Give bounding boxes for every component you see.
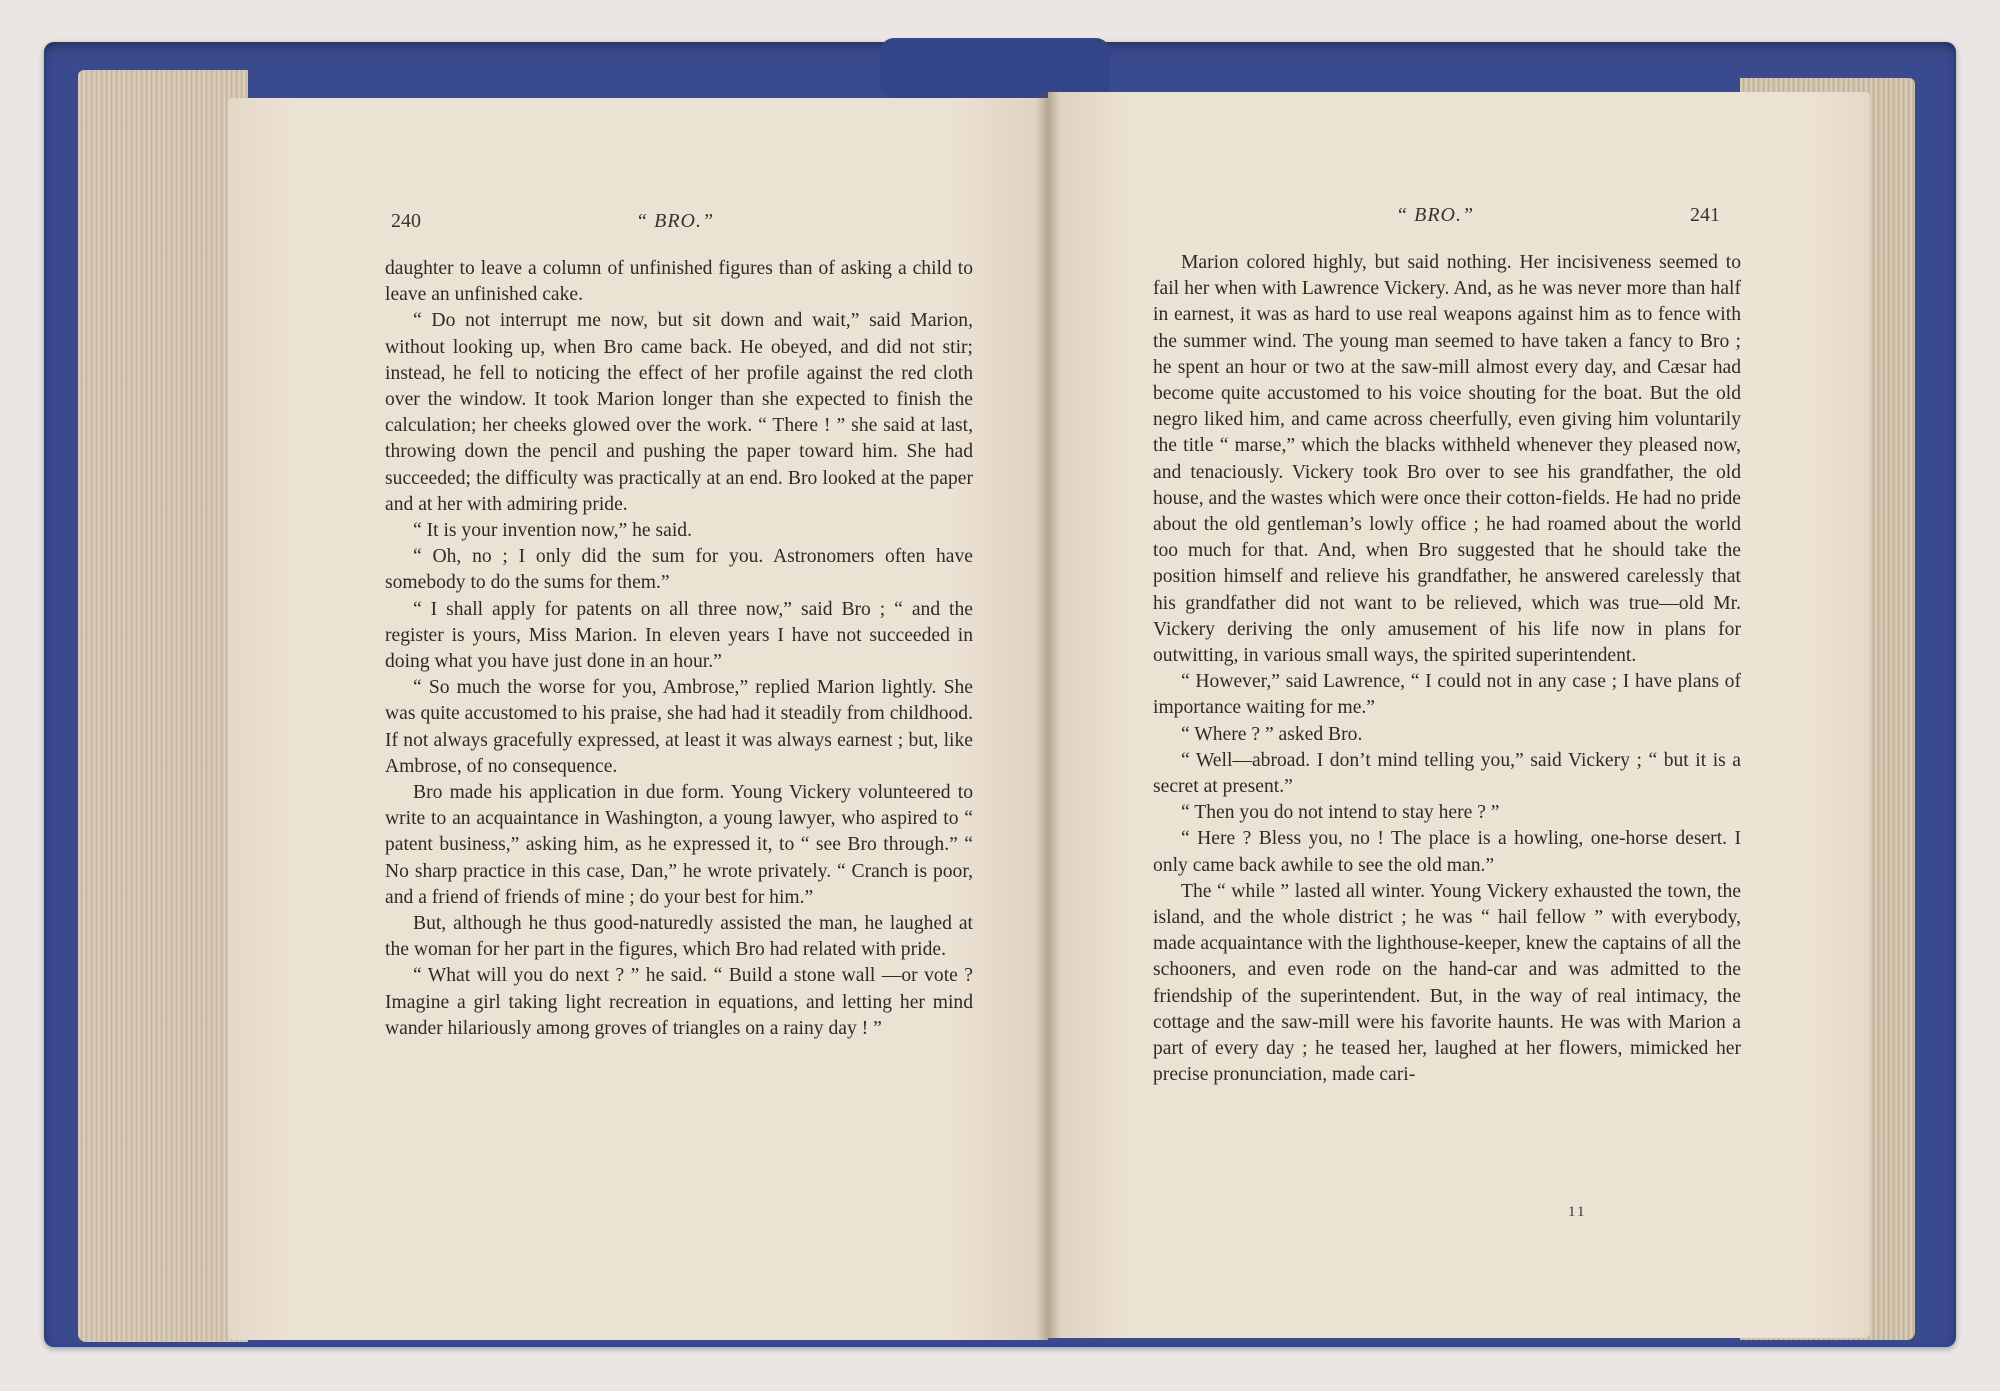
paragraph: “ Then you do not intend to stay here ? ” [1181, 802, 1500, 824]
paragraph: But, although he thus good-naturedly assisted the man, he laughed at the woman for her part in the figures, which Bro had related with pride. [385, 913, 973, 961]
paragraph: daughter to leave a column of unfinished figures than of asking a child to leave an unfinished cake. [385, 258, 973, 306]
paragraph: “ Do not interrupt me now, but sit down and wait,” said Marion, without looking up, when Bro came back. He obeyed, and did not stir; instead, he fell to noticing the effect of her profile against the red cloth over the window. It took Marion longer than she expected to finish the calculation; her cheeks glowed over the work. “ There ! ” she said at last, throwing down the pencil and pushing the paper toward him. She had succeeded; the difficulty was practically at an end. Bro looked at the paper and at her with admiring pride. [385, 310, 973, 515]
paragraph: “ So much the worse for you, Ambrose,” replied Marion lightly. She was quite accustomed to his praise, she had had it steadily from childhood. If not always gracefully expressed, at least it was always earnest ; but, like Ambrose, of no consequence. [385, 677, 973, 777]
paragraph: “ Oh, no ; I only did the sum for you. Astronomers often have somebody to do the sums for them.” [385, 546, 973, 594]
book-gutter [1036, 92, 1060, 1340]
paragraph: “ Where ? ” asked Bro. [1181, 723, 1363, 745]
left-page-text [385, 256, 973, 1042]
paragraph: Bro made his application in due form. Young Vickery volunteered to write to an acquaintance in Washington, a young lawyer, who aspired to “ patent business,” asking him, as he expressed it, to “ see Bro through.” “ No sharp practice in this case, Dan,” he wrote privately. “ Cranch is poor, and a friend of friends of mine ; do your best for him.” [385, 782, 973, 908]
page-edges-left [78, 70, 248, 1342]
paragraph: “ Well—abroad. I don’t mind telling you,” said Vickery ; “ but it is a secret at present.” [1153, 749, 1741, 798]
left-running-head: “ BRO.” [636, 210, 715, 232]
left-page-header [228, 210, 1048, 240]
paragraph: “ However,” said Lawrence, “ I could not in any case ; I have plans of importance waiting for me.” [1153, 671, 1741, 719]
right-page [1048, 92, 1870, 1338]
paragraph: The “ while ” lasted all winter. Young Vickery exhausted the town, the island, and the whole district ; he was “ hail fellow ” with everybody, made acquaintance with the lighthouse-keeper, knew the captains of all the schooners, and even rode on the hand-car and was admitted to the friendship of the superintendent. But, in the way of real intimacy, the cottage and the saw-mill were his favorite haunts. He was with Marion a part of every day ; he teased her, laughed at her flowers, mimicked her precise pronunciation, made cari- [1153, 880, 1741, 1086]
right-page-header [1048, 204, 1870, 234]
paragraph: “ It is your invention now,” he said. [413, 520, 692, 542]
left-page [228, 98, 1048, 1340]
left-page-number: 240 [391, 210, 421, 232]
right-page-number: 241 [1690, 204, 1720, 226]
right-page-text [1153, 250, 1741, 1089]
book-spine [880, 38, 1110, 98]
right-running-head: “ BRO.” [1396, 204, 1475, 226]
paragraph: Marion colored highly, but said nothing. Her incisiveness seemed to fail her when with Lawrence Vickery. And, as he was never more than half in earnest, it was as hard to use real weapons against him as to fence with the summer wind. The young man seemed to have taken a fancy to Bro ; he spent an hour or two at the saw-mill almost every day, and Cæsar had become quite accustomed to his voice shouting for the boat. But the old negro liked him, and came across cheerfully, even giving him voluntarily the title “ marse,” which the blacks withheld whenever they pleased now, and tenaciously. Vickery took Bro over to see his grandfather, the old house, and the wastes which were once their cotton-fields. He had no pride about the old gentleman’s lowly office ; he had roamed about the world too much for that. And, when Bro suggested that he should take the position himself and relieve his grandfather, he answered carelessly that his grandfather did not want to be relieved, which was true—old Mr. Vickery deriving the only amusement of his life now in plans for outwitting, in various small ways, the spirited superintendent. [1153, 252, 1741, 667]
paragraph: “ What will you do next ? ” he said. “ Build a stone wall —or vote ? Imagine a girl taking light recreation in equations, and letting her mind wander hilariously among groves of triangles on a rainy day ! ” [385, 965, 973, 1039]
signature-mark: 11 [1568, 1204, 1587, 1220]
paragraph: “ I shall apply for patents on all three now,” said Bro ; “ and the register is yours, Miss Marion. In eleven years I have not succeeded in doing what you have just done in an hour.” [385, 598, 973, 673]
paragraph: “ Here ? Bless you, no ! The place is a howling, one-horse desert. I only came back awhile to see the old man.” [1153, 828, 1741, 876]
